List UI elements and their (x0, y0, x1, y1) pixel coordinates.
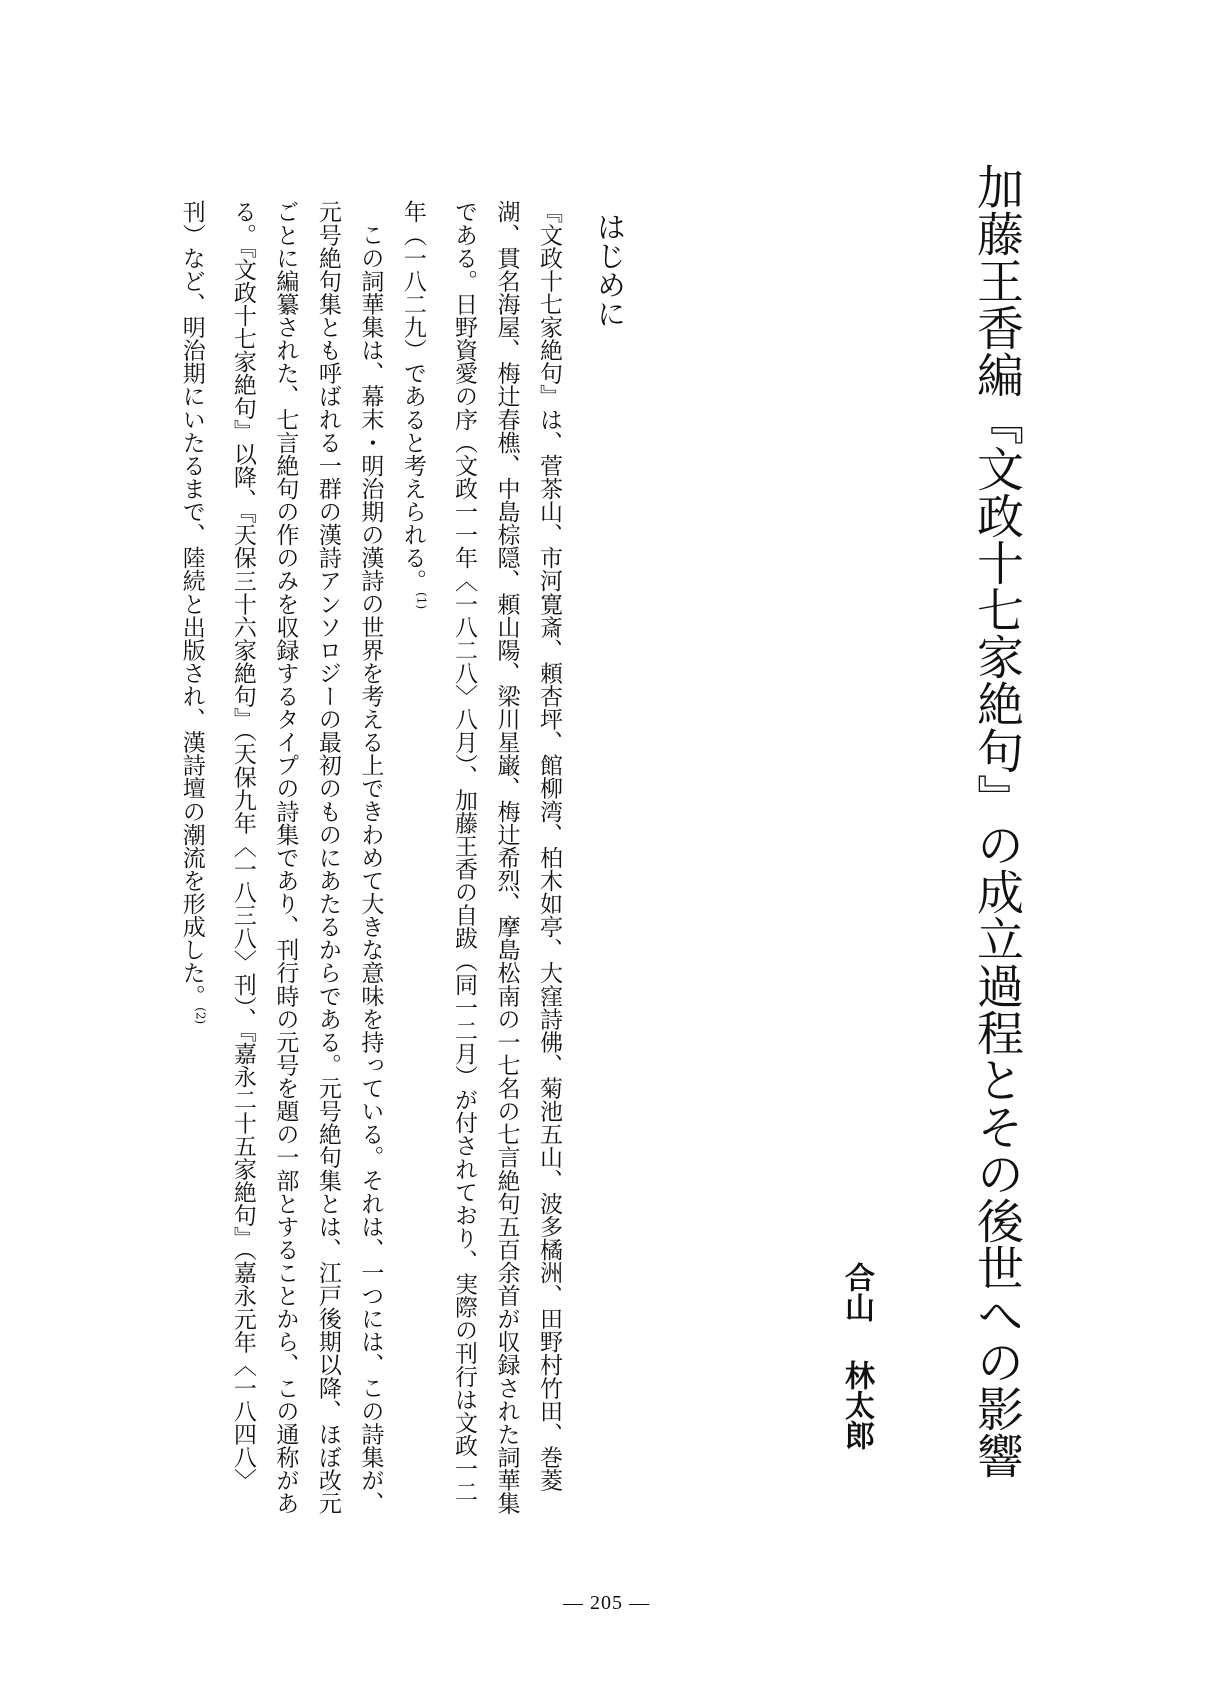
footnote-marker-2[interactable]: (2) (193, 1007, 208, 1025)
paragraph-2-text: この詞華集は、幕末・明治期の漢詩の世界を考える上できわめて大きな意味を持っている。それは、一つには、この詩集が、元号絶句集とも呼ばれる一群の漢詩アンソロジーの最初のものにあたるからである。元号絶句集とは、江戸後期以降、ほぼ改元ごとに編纂された、七言絶句の作のみを収録するタイプの詩集であり、刊行時の元号を題の一部とすることから、この通称がある。『文政十七家絶句』以降、『天保三十六家絶句』（天保九年〈一八三八〉刊）、『嘉永二十五家絶句』（嘉永元年〈一八四八〉刊）など、明治期にいたるまで、陸続と出版され、漢詩壇の潮流を形成した。 (178, 200, 384, 1515)
footnote-marker-1[interactable]: (1) (414, 592, 429, 610)
body-text (150, 200, 570, 1520)
section-heading: はじめに (593, 212, 627, 328)
page-number: — 205 — (563, 1592, 650, 1614)
author-given-name: 林太郎 (839, 1360, 874, 1450)
author-family-name: 合山 (839, 1262, 874, 1322)
article-title: 加藤王香編『文政十七家絶句』の成立過程とその後世への影響 (969, 163, 1024, 1479)
paragraph-1-text: 『文政十七家絶句』は、菅茶山、市河寛斎、頼杏坪、館柳湾、柏木如亭、大窪詩佛、菊池五山、波多橘洲、田野村竹田、巻菱湖、貫名海屋、梅辻春樵、中島棕隠、頼山陽、梁川星巌、梅辻希烈、摩島松南の一七名の七言絶句五百余首が収録された詞華集である。日野資愛の序（文政一一年〈一八二八〉八月）、加藤王香の自跋（同一二月）が付されており、実際の刊行は文政一二年（一八二九）であると考えられる。 (399, 200, 562, 1515)
paragraph-2 (170, 200, 391, 1520)
author-name (836, 1262, 876, 1450)
paragraph-1 (391, 200, 570, 1520)
